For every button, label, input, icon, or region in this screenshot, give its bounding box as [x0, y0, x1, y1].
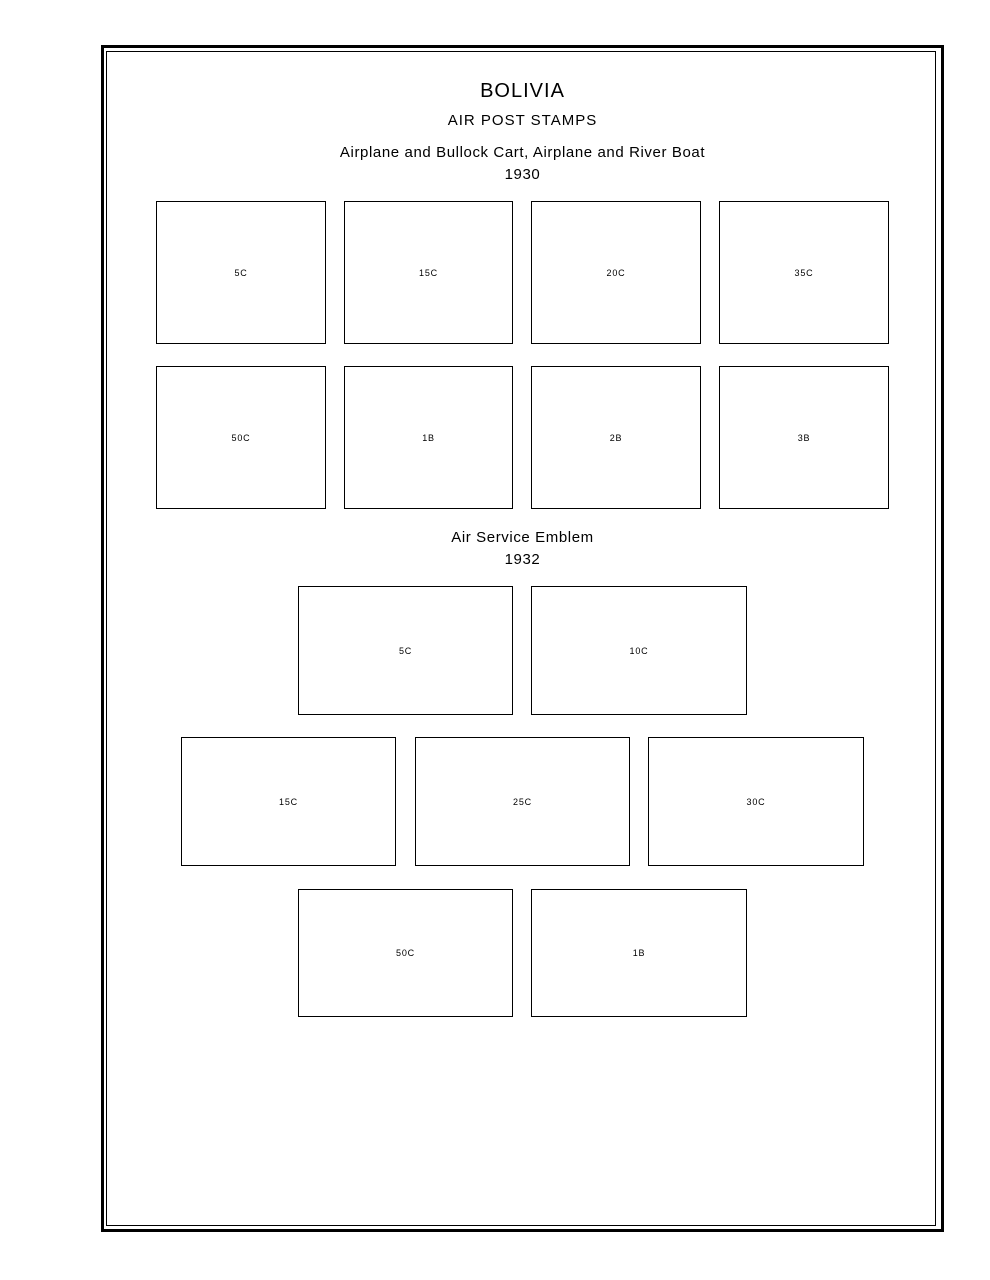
stamp-box — [531, 586, 747, 715]
stamp-box — [298, 889, 513, 1017]
stamp-denomination: 1B — [422, 432, 435, 443]
stamp-box — [531, 889, 747, 1017]
stamp-box — [344, 366, 513, 509]
set-year: 1930 — [504, 166, 541, 183]
stamp-box — [719, 201, 889, 344]
stamp-denomination: 5C — [234, 267, 248, 278]
stamp-box — [531, 366, 701, 509]
stamp-denomination: 5C — [398, 645, 413, 656]
stamp-box — [531, 201, 701, 344]
stamp-denomination: 3B — [797, 432, 811, 443]
set-year: 1932 — [504, 551, 541, 568]
stamp-box — [298, 586, 513, 715]
section-title: AIR POST STAMPS — [447, 112, 598, 129]
set-title: Airplane and Bullock Cart, Airplane and River Boat — [339, 144, 706, 161]
set-title: Air Service Emblem — [451, 529, 594, 546]
stamp-box — [719, 366, 889, 509]
stamp-denomination: 50C — [396, 948, 415, 958]
stamp-denomination: 20C — [606, 267, 626, 278]
stamp-box — [156, 366, 326, 509]
country-title: BOLIVIA — [480, 80, 565, 102]
stamp-denomination: 25C — [513, 796, 532, 807]
stamp-denomination: 15C — [419, 267, 438, 278]
stamp-box — [648, 737, 864, 866]
stamp-box — [344, 201, 513, 344]
stamp-denomination: 15C — [279, 796, 298, 807]
stamp-denomination: 1B — [632, 948, 646, 958]
stamp-box — [156, 201, 326, 344]
stamp-denomination: 30C — [746, 796, 766, 807]
stamp-denomination: 50C — [231, 432, 251, 443]
stamp-denomination: 35C — [794, 267, 814, 278]
stamp-box — [415, 737, 630, 866]
stamp-denomination: 10C — [629, 645, 649, 656]
stamp-box — [181, 737, 396, 866]
stamp-denomination: 2B — [609, 432, 623, 443]
